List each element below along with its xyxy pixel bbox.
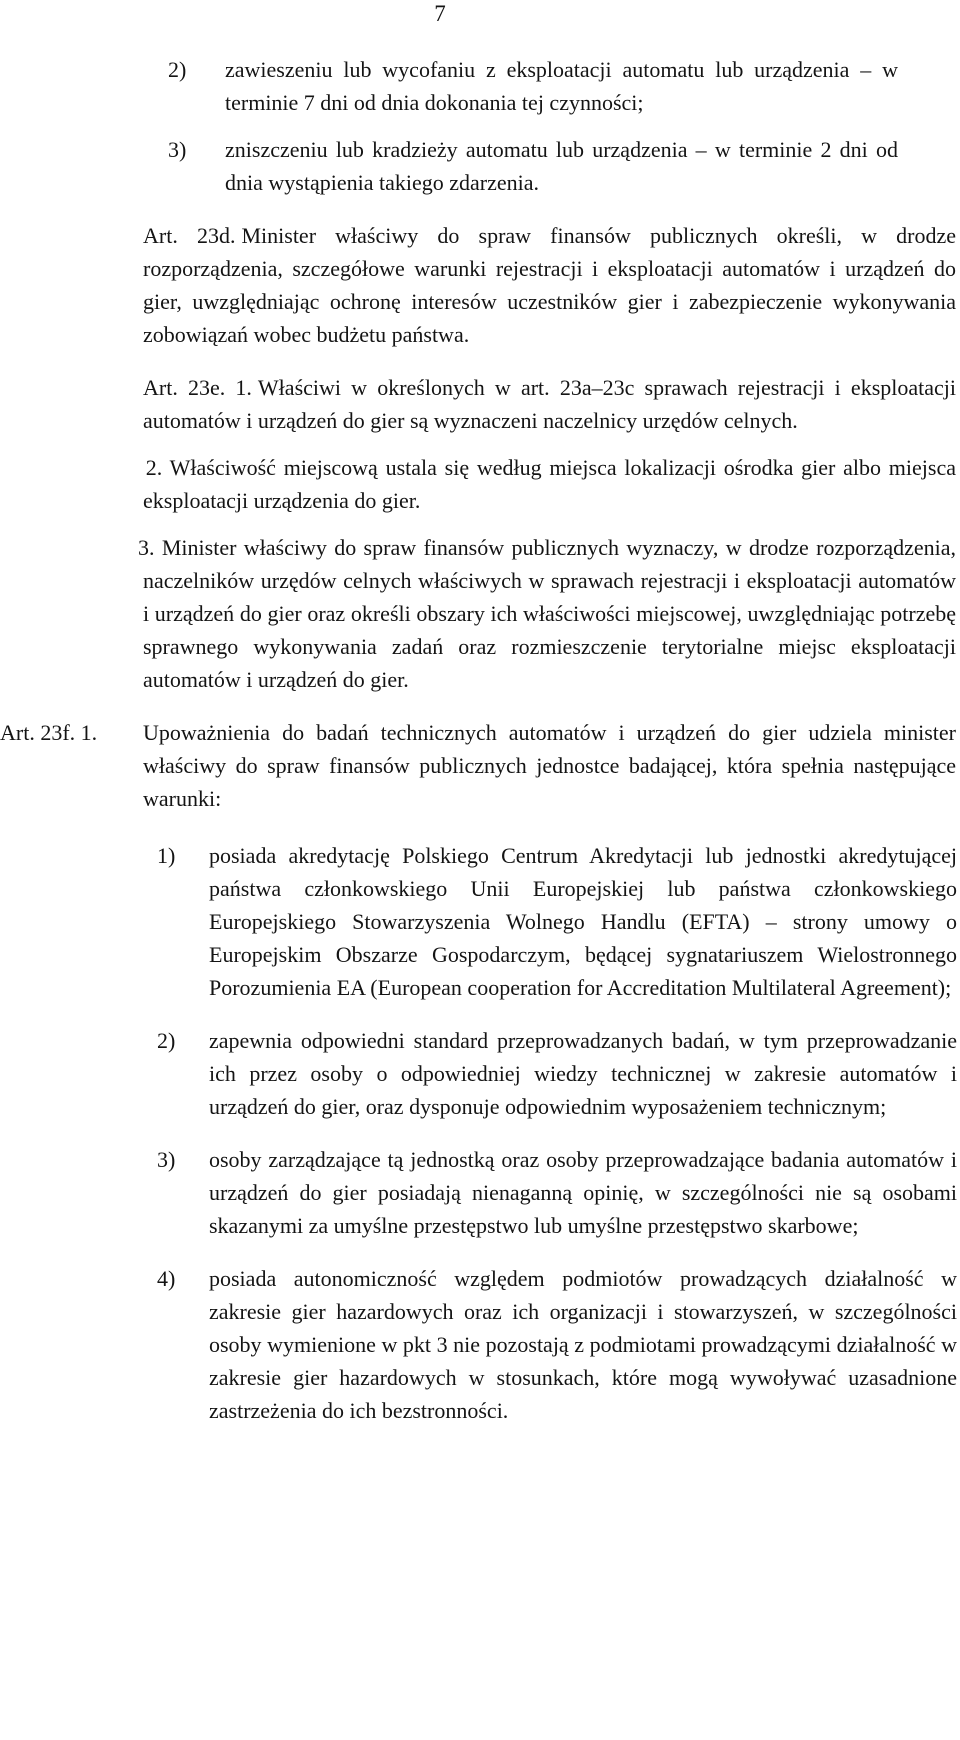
list-item-text: posiada autonomiczność względem podmiotów prowadzących działalność w zakresie gier hazardowych oraz ich organizacji i stowarzyszeń, w szczególności osoby wymienione w pkt 3 nie pozostają z podmiotami prowadzącymi działalność w zakresie gier hazardowych w stosunkach, które mogą wywoływać uzasadnione zastrzeżenia do ich bezstronności. [209, 1266, 957, 1423]
list-item [168, 53, 898, 119]
document-body [0, 53, 960, 1427]
list-item-number: 3) [168, 137, 187, 162]
list-item-number: 2) [168, 57, 187, 82]
list-item-text: zapewnia odpowiedni standard przeprowadzanych badań, w tym przeprowadzanie ich przez osoby o odpowiedniej wiedzy technicznej w zakresie automatów i urządzeń do gier, oraz dysponuje odpowiednim wyposażeniem technicznym; [209, 1028, 957, 1119]
list-item-text: osoby zarządzające tą jednostką oraz osoby przeprowadzające badania automatów i urządzeń do gier posiadają nienaganną opinię, w szczególności nie są osobami skazanymi za umyślne przestępstwo lub umyślne przestępstwo skarbowe; [209, 1147, 957, 1238]
list-item-text: posiada akredytację Polskiego Centrum Akredytacji lub jednostki akredytującej państwa członkowskiego Unii Europejskiej lub państwa członkowskiego Europejskiego Stowarzyszenia Wolnego Handlu (EFTA) – strony umowy o Europejskim Obszarze Gospodarczym, będącej sygnatariuszem Wielostronnego Porozumienia EA (European cooperation for Accreditation Multilateral Agreement); [209, 843, 957, 1000]
paragraph-text: Właściwi w określonych w art. 23a–23c sprawach rejestracji i eksploatacji automatów i urządzeń do gier są wyznaczeni naczelnicy urzędów celnych. [143, 375, 956, 433]
list-item [157, 1262, 957, 1427]
list-item [157, 839, 957, 1004]
list-item-text: zawieszeniu lub wycofaniu z eksploatacji automatu lub urządzenia – w terminie 7 dni od dnia dokonania tej czynności; [225, 57, 898, 115]
article-label: Art. 23e. 1. [143, 375, 252, 400]
list-item [157, 1143, 957, 1242]
paragraph-text: Minister właściwy do spraw finansów publicznych wyznaczy, w drodze rozporządzenia, naczelników urzędów celnych właściwych w sprawach rejestracji i eksploatacji automatów i urządzeń do gier oraz określi obszary ich właściwości miejscowej, uwzględniając potrzebę sprawnego wykonywania zadań oraz rozmieszczenie terytorialne miejsc eksploatacji automatów i urządzeń do gier. [143, 535, 957, 692]
page-number: 7 [434, 1, 446, 26]
paragraph-text: Właściwość miejscową ustala się według miejsca lokalizacji ośrodka gier albo miejsca eksploatacji urządzenia do gier. [143, 455, 956, 513]
article-23f [0, 716, 960, 1427]
list-item [157, 1024, 957, 1123]
paragraph-number: 2. [145, 455, 163, 480]
paragraph-text: Upoważnienia do badań technicznych automatów i urządzeń do gier udziela minister właściwy do spraw finansów publicznych jednostce badającej, która spełnia następujące warunki: [143, 720, 956, 811]
article-23e [138, 371, 957, 696]
article-label: Art. 23d. [143, 223, 236, 248]
list-item [168, 133, 898, 199]
list-item-number: 2) [157, 1028, 176, 1053]
article-text: Minister właściwy do spraw finansów publicznych określi, w drodze rozporządzenia, szczegółowe warunki rejestracji i eksploatacji automatów i urządzeń do gier, uwzględniając ochronę interesów uczestników gier i zabezpieczenie wykonywania zobowiązań wobec budżetu państwa. [143, 223, 956, 347]
list-item-number: 3) [157, 1147, 176, 1172]
paragraph-number: 3. [138, 535, 155, 560]
article-23d [143, 219, 956, 351]
list-item-number: 4) [157, 1266, 176, 1291]
list-item-number: 1) [157, 843, 176, 868]
article-label: Art. 23f. 1. [0, 720, 98, 745]
list-item-text: zniszczeniu lub kradzieży automatu lub urządzenia – w terminie 2 dni od dnia wystąpienia takiego zdarzenia. [225, 137, 898, 195]
